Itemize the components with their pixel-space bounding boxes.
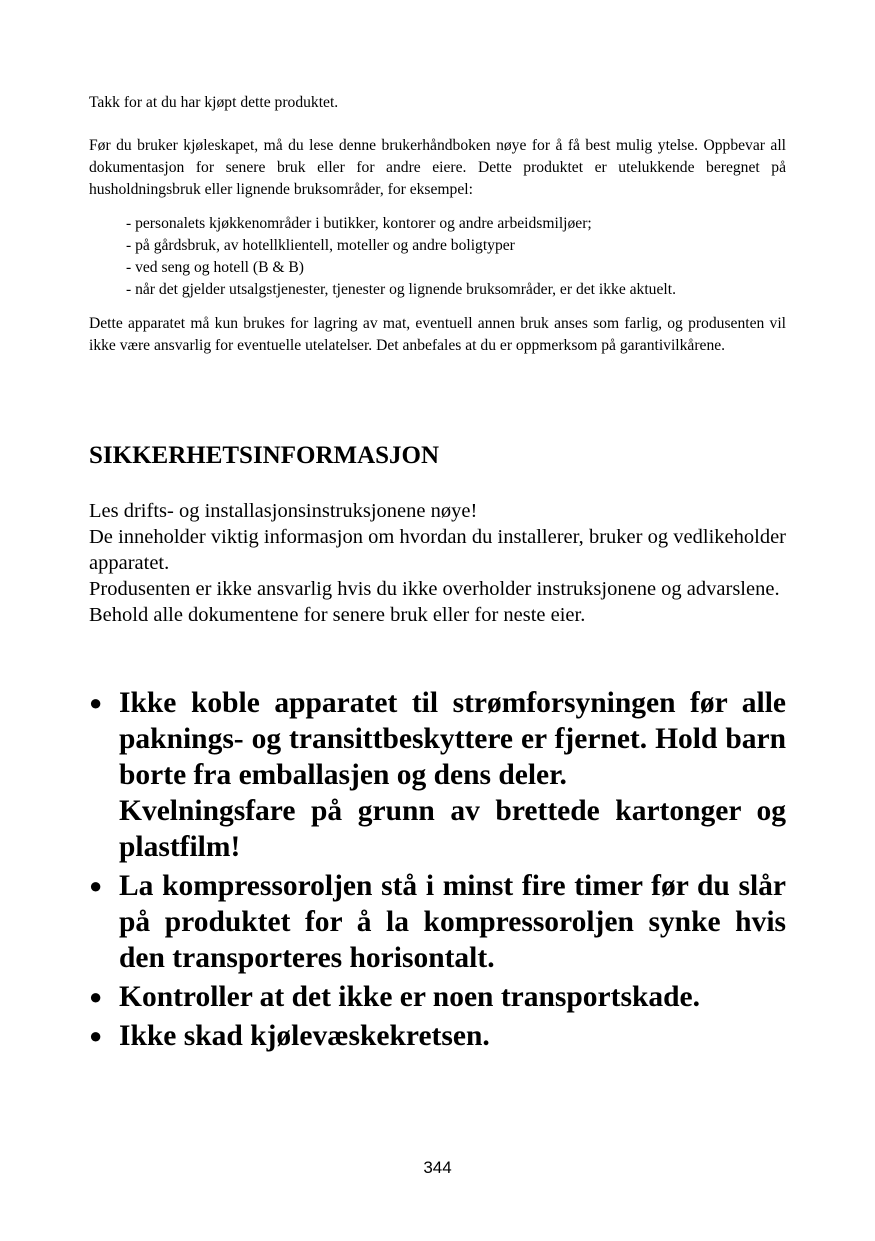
bullet-icon: ● (89, 873, 103, 898)
bullet-icon: ● (89, 1023, 103, 1048)
warning-item (89, 685, 786, 865)
safety-line: Produsenten er ikke ansvarlig hvis du ikke overholder instruksjonene og advarslene. (89, 578, 780, 600)
list-item: - personalets kjøkkenområder i butikker, kontorer og andre arbeidsmiljøer; (126, 215, 592, 232)
safety-line: De inneholder viktig informasjon om hvordan du installerer, bruker og vedlikeholder apparatet. (89, 526, 786, 574)
intro-paragraph: Før du bruker kjøleskapet, må du lese denne brukerhåndboken nøye for å få best mulig ytelse. Oppbevar all dokumentasjon for senere bruk eller for andre eiere. Dette produktet er utelukkende beregnet på husholdningsbruk eller lignende bruksområder, for eksempel: (89, 137, 786, 198)
warning-text: Ikke koble apparatet til strømforsyningen før alle paknings- og transittbeskyttere er fjernet. Hold barn borte fra emballasjen og dens deler. (119, 687, 786, 791)
thanks-text: Takk for at du har kjøpt dette produktet. (89, 94, 339, 111)
warnings-list (89, 685, 786, 1057)
bullet-icon: ● (89, 984, 103, 1009)
warning-text: Kontroller at det ikke er noen transportskade. (119, 981, 700, 1013)
list-item: - på gårdsbruk, av hotellklientell, moteller og andre boligtyper (126, 237, 515, 254)
warning-text: Kvelningsfare på grunn av brettede kartonger og plastfilm! (119, 795, 786, 863)
warning-item (89, 979, 786, 1015)
safety-line: Behold alle dokumentene for senere bruk eller for neste eier. (89, 604, 586, 626)
safety-line: Les drifts- og installasjonsinstruksjonene nøye! (89, 500, 478, 522)
section-title: SIKKERHETSINFORMASJON (89, 442, 440, 469)
warning-item (89, 868, 786, 976)
bullet-icon: ● (89, 690, 103, 715)
list-item: - ved seng og hotell (B & B) (126, 259, 305, 276)
usage-list (126, 213, 676, 301)
page-number: 344 (423, 1158, 452, 1177)
warning-item (89, 1018, 786, 1054)
warning-text: Ikke skad kjølevæskekretsen. (119, 1020, 490, 1052)
safety-intro (89, 498, 786, 628)
disclaimer-paragraph: Dette apparatet må kun brukes for lagring av mat, eventuell annen bruk anses som farlig, og produsenten vil ikke være ansvarlig for eventuelle utelatelser. Det anbefales at du er oppmerksom på garantivilkårene. (89, 315, 786, 354)
list-item: - når det gjelder utsalgstjenester, tjenester og lignende bruksområder, er det ikke aktuelt. (126, 281, 676, 298)
warning-text: La kompressoroljen stå i minst fire timer før du slår på produktet for å la kompressoroljen synke hvis den transporteres horisontalt. (119, 870, 786, 974)
